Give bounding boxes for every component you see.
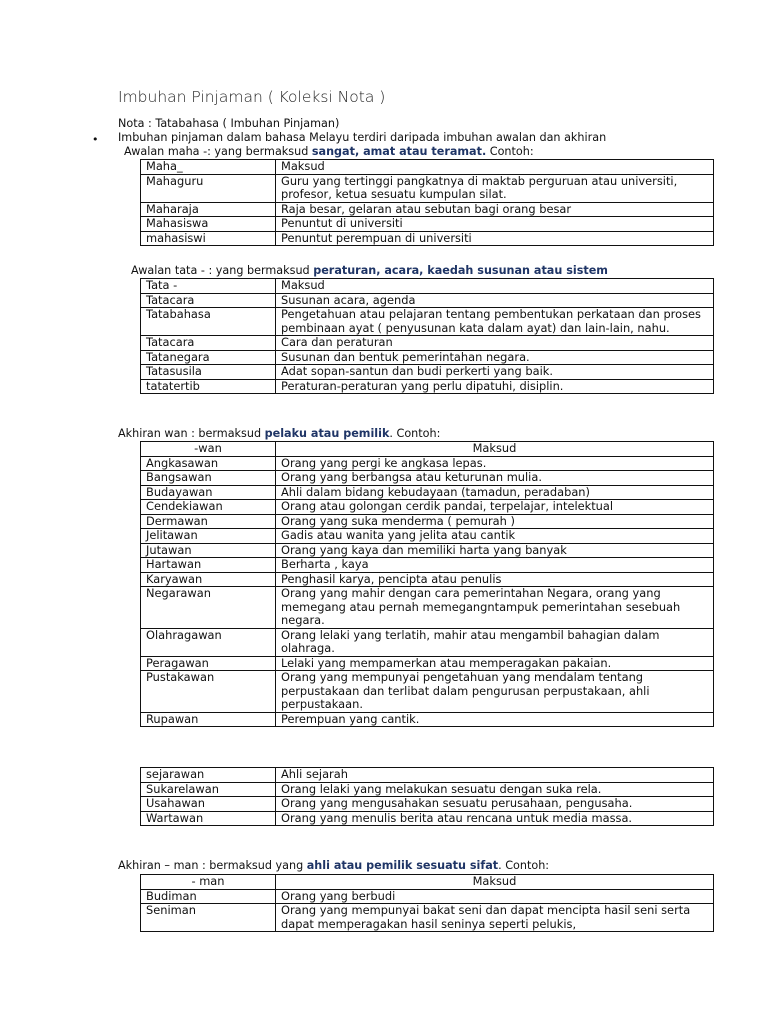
- table-wan: [140, 441, 714, 727]
- word-cell: Peragawan: [141, 656, 276, 671]
- bullet-icon: •: [92, 133, 99, 146]
- intro-suffix: . Contoh:: [498, 859, 550, 872]
- word-cell: Wartawan: [141, 811, 276, 826]
- intro-text: Akhiran – man : bermaksud yang: [118, 859, 307, 872]
- meaning-cell: Orang yang mempunyai pengetahuan yang mendalam tentang perpustakaan dan terlibat dalam pengurusan perpustakaan, ahli perpustakaan.: [276, 671, 714, 713]
- intro-text: Awalan tata - : yang bermaksud: [131, 264, 314, 277]
- meaning-cell: Adat sopan-santun dan budi perkerti yang baik.: [276, 365, 714, 380]
- table-row: [141, 628, 714, 656]
- word-cell: tatatertib: [141, 379, 276, 394]
- word-cell: Tatabahasa: [141, 308, 276, 336]
- word-cell: Mahaguru: [141, 174, 276, 202]
- table-header-row: [141, 160, 714, 175]
- header-meaning: Maksud: [276, 875, 714, 890]
- meaning-cell: Orang yang berbudi: [276, 889, 714, 904]
- table-row: [141, 514, 714, 529]
- intro-text: Akhiran wan : bermaksud: [118, 427, 265, 440]
- table-row: [141, 456, 714, 471]
- word-cell: Bangsawan: [141, 471, 276, 486]
- header-word: -wan: [141, 442, 276, 457]
- intro-suffix: Contoh:: [486, 145, 534, 158]
- page-title: Imbuhan Pinjaman ( Koleksi Nota ): [118, 88, 386, 106]
- table-row: [141, 529, 714, 544]
- meaning-cell: Raja besar, gelaran atau sebutan bagi orang besar: [276, 202, 714, 217]
- word-cell: Rupawan: [141, 712, 276, 727]
- header-word: - man: [141, 875, 276, 890]
- meaning-cell: Ahli dalam bidang kebudayaan (tamadun, peradaban): [276, 485, 714, 500]
- table-row: [141, 485, 714, 500]
- word-cell: Cendekiawan: [141, 500, 276, 515]
- meaning-cell: Orang yang mahir dengan cara pemerintahan Negara, orang yang memegang atau pernah memegangntampuk pemerintahan sesebuah negara.: [276, 587, 714, 629]
- word-cell: Tatasusila: [141, 365, 276, 380]
- word-cell: Sukarelawan: [141, 782, 276, 797]
- table-row: [141, 768, 714, 783]
- table-header-row: [141, 279, 714, 294]
- word-cell: Mahasiswa: [141, 217, 276, 232]
- header-meaning: Maksud: [276, 279, 714, 294]
- word-cell: Maharaja: [141, 202, 276, 217]
- meaning-cell: Orang yang kaya dan memiliki harta yang banyak: [276, 543, 714, 558]
- meaning-cell: Orang yang menulis berita atau rencana untuk media massa.: [276, 811, 714, 826]
- meaning-cell: Pengetahuan atau pelajaran tentang pembentukan perkataan dan proses pembinaan ayat ( penyusunan kata dalam ayat) dan lain-lain, nahu.: [276, 308, 714, 336]
- meaning-cell: Orang yang suka menderma ( pemurah ): [276, 514, 714, 529]
- meaning-cell: Perempuan yang cantik.: [276, 712, 714, 727]
- word-cell: Angkasawan: [141, 456, 276, 471]
- meaning-cell: Orang yang pergi ke angkasa lepas.: [276, 456, 714, 471]
- meaning-cell: Orang atau golongan cerdik pandai, terpelajar, intelektual: [276, 500, 714, 515]
- table-row: [141, 572, 714, 587]
- meaning-cell: Orang yang mengusahakan sesuatu perusahaan, pengusaha.: [276, 797, 714, 812]
- nota-line: Nota : Tatabahasa ( Imbuhan Pinjaman): [118, 117, 340, 130]
- table-row: [141, 350, 714, 365]
- meaning-cell: Ahli sejarah: [276, 768, 714, 783]
- intro-highlight: ahli atau pemilik sesuatu sifat: [306, 859, 499, 872]
- table-header-row: [141, 875, 714, 890]
- table-row: [141, 379, 714, 394]
- bullet-text: Imbuhan pinjaman dalam bahasa Melayu terdiri daripada imbuhan awalan dan akhiran: [118, 131, 607, 144]
- meaning-cell: Cara dan peraturan: [276, 336, 714, 351]
- section-intro-man: [118, 859, 549, 873]
- word-cell: Jelitawan: [141, 529, 276, 544]
- intro-text: Awalan maha -: yang bermaksud: [124, 145, 312, 158]
- meaning-cell: Orang yang berbangsa atau keturunan mulia.: [276, 471, 714, 486]
- table-row: [141, 500, 714, 515]
- header-word: Maha_: [141, 160, 276, 175]
- word-cell: Seniman: [141, 904, 276, 932]
- table-row: [141, 587, 714, 629]
- meaning-cell: Orang lelaki yang melakukan sesuatu dengan suka rela.: [276, 782, 714, 797]
- table-row: [141, 558, 714, 573]
- intro-suffix: . Contoh:: [389, 427, 441, 440]
- word-cell: Pustakawan: [141, 671, 276, 713]
- table-tata: [140, 278, 714, 394]
- header-meaning: Maksud: [276, 160, 714, 175]
- table-row: [141, 308, 714, 336]
- word-cell: sejarawan: [141, 768, 276, 783]
- intro-highlight: sangat, amat atau teramat.: [311, 145, 487, 158]
- word-cell: Budiman: [141, 889, 276, 904]
- word-cell: Hartawan: [141, 558, 276, 573]
- word-cell: Negarawan: [141, 587, 276, 629]
- table-row: [141, 782, 714, 797]
- table-row: [141, 889, 714, 904]
- meaning-cell: Penghasil karya, pencipta atau penulis: [276, 572, 714, 587]
- word-cell: Karyawan: [141, 572, 276, 587]
- word-cell: Dermawan: [141, 514, 276, 529]
- meaning-cell: Susunan dan bentuk pemerintahan negara.: [276, 350, 714, 365]
- meaning-cell: Peraturan-peraturan yang perlu dipatuhi, disiplin.: [276, 379, 714, 394]
- word-cell: Tatanegara: [141, 350, 276, 365]
- table-row: [141, 656, 714, 671]
- word-cell: Jutawan: [141, 543, 276, 558]
- meaning-cell: Berharta , kaya: [276, 558, 714, 573]
- table-header-row: [141, 442, 714, 457]
- table-row: [141, 904, 714, 932]
- table-wan-continued: [140, 767, 714, 826]
- table-row: [141, 671, 714, 713]
- meaning-cell: Lelaki yang mempamerkan atau memperagakan pakaian.: [276, 656, 714, 671]
- table-row: [141, 797, 714, 812]
- meaning-cell: Susunan acara, agenda: [276, 293, 714, 308]
- word-cell: mahasiswi: [141, 231, 276, 246]
- intro-highlight: peraturan, acara, kaedah susunan atau sistem: [313, 264, 608, 277]
- meaning-cell: Penuntut perempuan di universiti: [276, 231, 714, 246]
- word-cell: Budayawan: [141, 485, 276, 500]
- table-row: [141, 811, 714, 826]
- table-row: [141, 293, 714, 308]
- table-maha: [140, 159, 714, 246]
- word-cell: Olahragawan: [141, 628, 276, 656]
- header-word: Tata -: [141, 279, 276, 294]
- word-cell: Usahawan: [141, 797, 276, 812]
- table-row: [141, 471, 714, 486]
- table-row: [141, 543, 714, 558]
- table-row: [141, 712, 714, 727]
- header-meaning: Maksud: [276, 442, 714, 457]
- table-row: [141, 231, 714, 246]
- word-cell: Tatacara: [141, 336, 276, 351]
- section-intro-maha: [124, 145, 534, 159]
- meaning-cell: Orang lelaki yang terlatih, mahir atau mengambil bahagian dalam olahraga.: [276, 628, 714, 656]
- table-man: [140, 874, 714, 932]
- meaning-cell: Orang yang mempunyai bakat seni dan dapat mencipta hasil seni serta dapat memperagakan hasil seninya seperti pelukis,: [276, 904, 714, 932]
- table-row: [141, 217, 714, 232]
- table-row: [141, 336, 714, 351]
- section-intro-tata: [131, 264, 608, 278]
- meaning-cell: Penuntut di universiti: [276, 217, 714, 232]
- table-row: [141, 202, 714, 217]
- meaning-cell: Guru yang tertinggi pangkatnya di maktab perguruan atau universiti, profesor, ketua sesuatu kumpulan silat.: [276, 174, 714, 202]
- meaning-cell: Gadis atau wanita yang jelita atau cantik: [276, 529, 714, 544]
- intro-highlight: pelaku atau pemilik: [264, 427, 390, 440]
- word-cell: Tatacara: [141, 293, 276, 308]
- section-intro-wan: [118, 427, 440, 441]
- table-row: [141, 365, 714, 380]
- table-row: [141, 174, 714, 202]
